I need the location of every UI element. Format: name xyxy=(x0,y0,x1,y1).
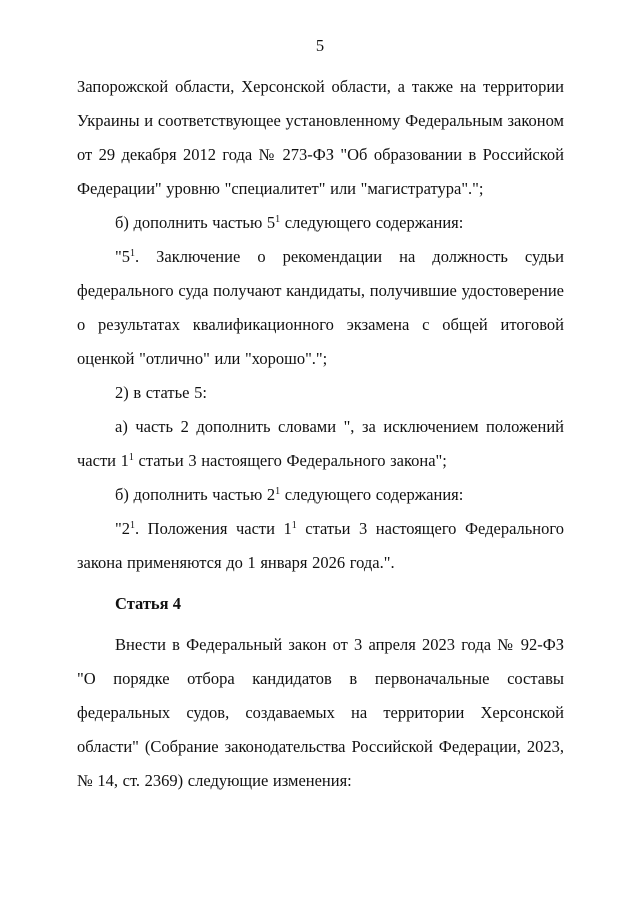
paragraph-2 xyxy=(77,206,564,240)
paragraph-7-text-start: "2 xyxy=(115,519,130,538)
paragraph-5 xyxy=(77,410,564,478)
paragraph-7-text-end: статьи 3 настоящего Федерального закона применяются до 1 января 2026 года.". xyxy=(77,519,564,572)
superscript: 1 xyxy=(130,248,135,259)
paragraph-6 xyxy=(77,478,564,512)
paragraph-6-text-start: б) дополнить частью 2 xyxy=(115,485,276,504)
page-number: 5 xyxy=(315,36,325,55)
paragraph-7 xyxy=(77,512,564,580)
paragraph-3-text-start: "5 xyxy=(115,247,130,266)
paragraph-5-text-start: а) часть 2 дополнить словами ", за исключением положений части 1 xyxy=(77,417,564,470)
paragraph-4: 2) в статье 5: xyxy=(115,383,207,402)
article-heading: Статья 4 xyxy=(115,594,181,613)
paragraph-1: Запорожской области, Херсонской области, а также на территории Украины и соответствующее установленному Федеральным законом от 29 декабря 2012 года № 273-ФЗ "Об образовании в Российской Федерации" уровню "специалитет" или "магистратура"."; xyxy=(77,77,564,198)
paragraph-2-text-end: следующего содержания: xyxy=(280,213,464,232)
paragraph-8: Внести в Федеральный закон от 3 апреля 2023 года № 92-ФЗ "О порядке отбора кандидатов в первоначальные составы федеральных судов, создаваемых на территории Херсонской области" (Собрание законодательства Российской Федерации, 2023, № 14, ст. 2369) следующие изменения: xyxy=(77,635,564,790)
superscript: 1 xyxy=(130,520,135,531)
superscript: 1 xyxy=(291,520,297,531)
superscript: 1 xyxy=(128,452,134,463)
paragraph-3 xyxy=(77,240,564,376)
paragraph-6-text-end: следующего содержания: xyxy=(280,485,464,504)
paragraph-2-text-start: б) дополнить частью 5 xyxy=(115,213,276,232)
paragraph-7-text-middle: . Положения части 1 xyxy=(135,519,292,538)
superscript: 1 xyxy=(275,486,281,497)
superscript: 1 xyxy=(275,214,281,225)
document-body xyxy=(77,70,564,798)
paragraph-3-text-end: . Заключение о рекомендации на должность судьи федерального суда получают кандидаты, получившие удостоверение о результатах квалификационного экзамена с общей итоговой оценкой "отлично" или "хорошо"."; xyxy=(77,247,564,368)
paragraph-5-text-end: статьи 3 настоящего Федерального закона"; xyxy=(133,451,447,470)
